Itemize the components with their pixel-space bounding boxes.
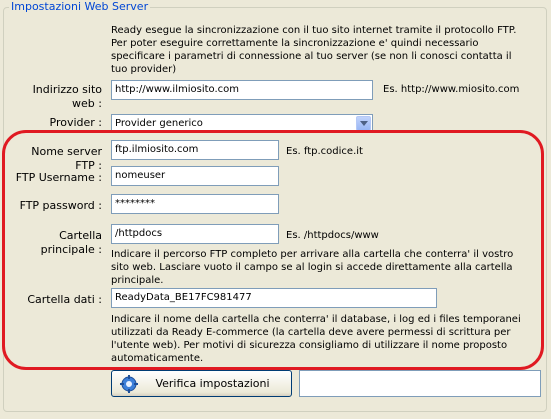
chevron-down-icon[interactable] — [356, 116, 371, 131]
group-title: Impostazioni Web Server — [11, 0, 149, 13]
ftp-username-label: FTP Username : — [15, 171, 102, 184]
data-folder-label: Cartella dati : — [27, 293, 102, 306]
highlight-annotation — [2, 130, 544, 370]
main-folder-label: Cartella principale : — [40, 229, 102, 256]
website-label: Indirizzo sito web : — [32, 83, 102, 110]
intro-text: Ready esegue la sincronizzazione con il tuo sito internet tramite il protocollo FTP. Per poter eseguire correttamente la sincronizzazione e' quindi necessario specificare i parametri di connessione al tuo server (se non li conosci contatta il tuo provider) — [111, 25, 517, 75]
ftp-password-label: FTP password : — [19, 199, 102, 212]
website-input[interactable]: http://www.ilmiosito.com — [111, 80, 373, 100]
data-folder-help: Indicare il nome della cartella che conterra' il database, i log ed i files temporanei utilizzati da Ready E-commerce (la cartella deve avere permessi di scrittura per l'utente web). Per motivi di sicurezza consigliamo di utilizzare il nome proposto automaticamente. — [111, 314, 521, 364]
main-folder-input[interactable]: /httpdocs — [111, 224, 279, 244]
ftp-username-input[interactable]: nomeuser — [111, 166, 279, 186]
main-folder-help: Indicare il percorso FTP completo per arrivare alla cartella che conterra' il vostro sito web. Lasciare vuoto il campo se al login si accede direttamente alla cartella principale. — [111, 249, 514, 286]
data-folder-input[interactable]: ReadyData_BE17FC981477 — [111, 288, 437, 308]
ftp-password-input[interactable]: ******** — [111, 194, 279, 214]
ftp-server-example: Es. ftp.codice.it — [286, 146, 363, 157]
ftp-server-input[interactable]: ftp.ilmiosito.com — [111, 140, 279, 160]
website-example: Es. http://www.miosito.com — [383, 84, 520, 95]
provider-value: Provider generico — [115, 118, 203, 129]
verify-result-field[interactable] — [299, 370, 541, 397]
verify-settings-label: Verifica impostazioni — [155, 377, 270, 390]
verify-settings-button[interactable] — [111, 370, 292, 397]
main-folder-example: Es. /httpdocs/www — [286, 230, 379, 241]
provider-label: Provider : — [49, 116, 102, 129]
ftp-server-label: Nome server FTP : — [31, 145, 102, 172]
